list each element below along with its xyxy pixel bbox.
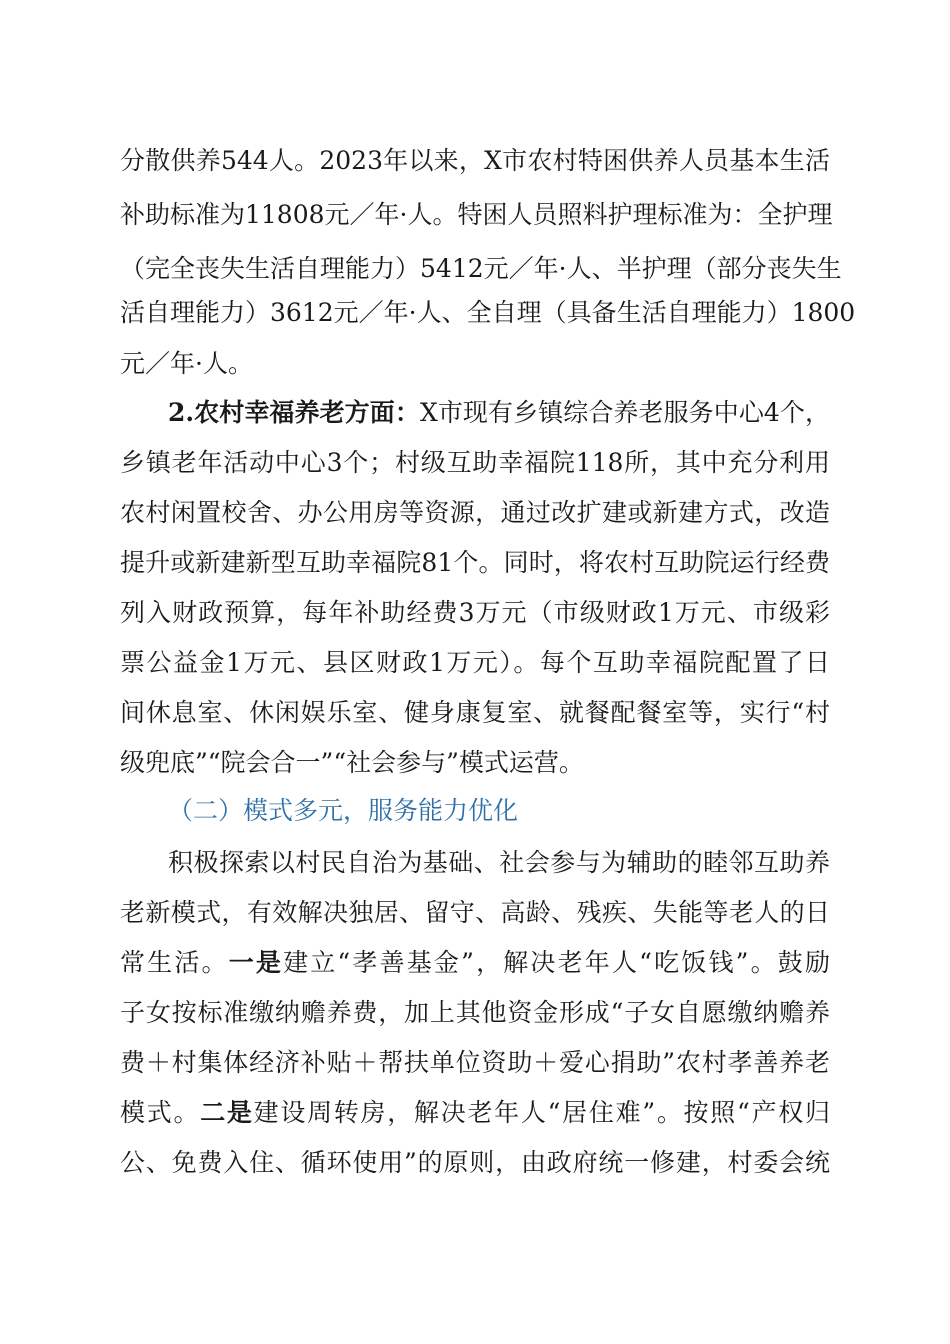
bold-lead: 2.农村幸福养老方面：: [168, 398, 420, 427]
bold-keyword: 一是: [228, 948, 284, 977]
text-line: 积极探索以村民自治为基础、社会参与为辅助的睦邻互助养: [168, 848, 830, 877]
text-line: 农村闲置校舍、办公用房等资源，通过改扩建或新建方式，改造: [120, 498, 830, 527]
bold-keyword: 二是: [200, 1098, 254, 1127]
text-line: 费＋村集体经济补贴＋帮扶单位资助＋爱心捐助”农村孝善养老: [120, 1048, 830, 1077]
text-line: 老新模式，有效解决独居、留守、高龄、残疾、失能等老人的日: [120, 898, 830, 927]
text-line: 补助标准为11808元／年·人。特困人员照料护理标准为：全护理: [120, 200, 833, 229]
text-line: 间休息室、休闲娱乐室、健身康复室、就餐配餐室等，实行“村: [120, 698, 830, 727]
text-line: 级兜底”“院会合一”“社会参与”模式运营。: [120, 748, 584, 777]
text-line: 分散供养544人。2023年以来，X市农村特困供养人员基本生活: [120, 146, 830, 175]
text-line: 元／年·人。: [120, 349, 253, 378]
paragraph-lead-line: 2.农村幸福养老方面：X市现有乡镇综合养老服务中心4个，: [168, 398, 830, 427]
text-line: 常生活。一是建立“孝善基金”，解决老年人“吃饭钱”。鼓励: [120, 948, 830, 977]
text-line: 乡镇老年活动中心3个；村级互助幸福院118所，其中充分利用: [120, 448, 830, 477]
text-line: 列入财政预算，每年补助经费3万元（市级财政1万元、市级彩: [120, 598, 830, 627]
text-line: 公、免费入住、循环使用”的原则，由政府统一修建，村委会统: [120, 1148, 830, 1177]
text-line: 票公益金1万元、县区财政1万元）。每个互助幸福院配置了日: [120, 648, 830, 677]
text-line: 模式。二是建设周转房，解决老年人“居住难”。按照“产权归: [120, 1098, 830, 1127]
section-heading: （二）模式多元，服务能力优化: [168, 796, 519, 825]
text-line: 子女按标准缴纳赡养费，加上其他资金形成“子女自愿缴纳赡养: [120, 998, 830, 1027]
text-line: （完全丧失生活自理能力）5412元／年·人、半护理（部分丧失生: [120, 254, 842, 283]
text-line: 活自理能力）3612元／年·人、全自理（具备生活自理能力）1800: [120, 298, 856, 327]
text-line: 提升或新建新型互助幸福院81个。同时，将农村互助院运行经费: [120, 548, 830, 577]
